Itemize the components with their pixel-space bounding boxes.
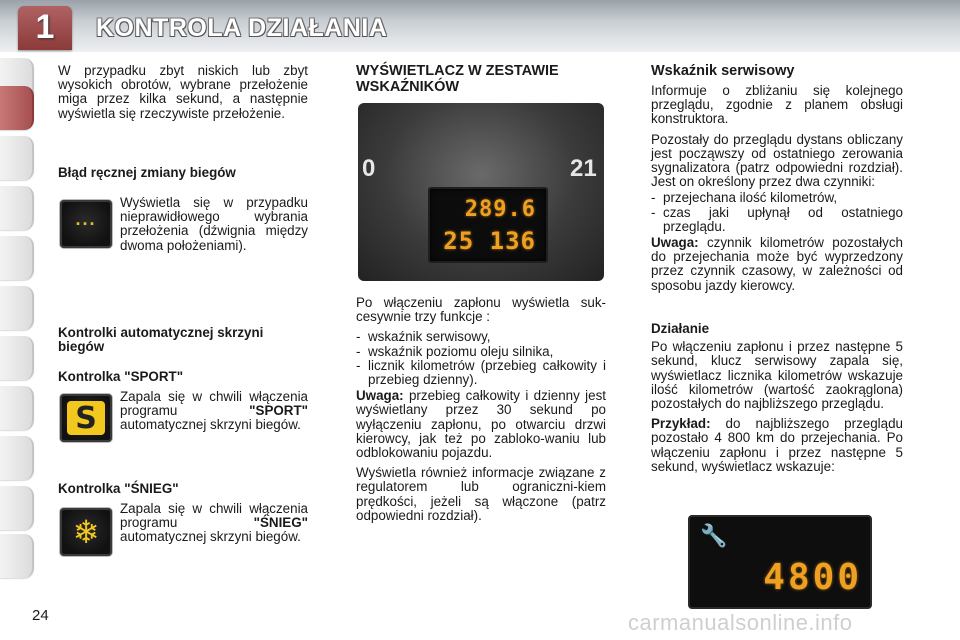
left-intro [58,64,308,127]
instrument-cluster-image [358,103,604,281]
display-intro: Po włączeniu zapłonu wyświetla suk-cesywnie trzy funkcje : [356,295,606,325]
page-title: KONTROLA DZIAŁANIA [96,14,388,42]
chapter-side-tabs [0,58,34,578]
side-tab[interactable] [0,436,34,480]
list-item: - wskaźnik poziomu oleju silnika, [356,343,554,359]
side-tab[interactable] [0,534,34,578]
sport-text: Zapala się w chwili włączenia programu "SPORT" automatycznej skrzyni biegów. [120,389,308,433]
service-km-readout: 4800 [763,557,862,598]
display-description [356,296,606,529]
gear-error-icon: ··· [60,200,112,248]
intro-text: W przypadku zbyt niskich lub zbyt wysokich obrotów, wybrane przełożenie miga przez kilka sekund, a następnie wyświetla się rzeczywiste przełożenie. [58,63,308,121]
service-action: Działanie Po włączeniu zapłonu i przez następne 5 sekund, klucz serwisowy zapala się, wyświetlacz licznika kilometrów wskazuje ilość kilometrów (wartość zaokrąglona) pozostałych do najbliższego przeglądu. Przykład: do najbliższego przeglądu pozostało 4 800 km do przejechania. Po włączeniu zapłonu i przez następne 5 sekund, wyświetlacz wskazuje: [651,321,903,474]
action-heading: Działanie [651,321,710,336]
watermark: carmanualsonline.info [628,610,853,635]
display-section-title: WYŚWIETLACZ W ZESTAWIE WSKAŹNIKÓW [356,63,559,95]
service-display-image [688,515,872,609]
side-tab[interactable] [0,136,34,180]
display-note: Uwaga: przebieg całkowity i dzienny jest wyświetlany przez 30 sekund po wyłączeniu zapłonu, po otwarciu drzwi kierowcy, jak też po zabloko-waniu lub odblokowaniu pojazdu. [356,388,606,461]
sport-light-icon: S [60,394,112,442]
side-tab[interactable] [0,486,34,530]
trip-readout: 289.6 [464,197,536,222]
odometer-screen [428,187,548,263]
side-tab[interactable] [0,186,34,230]
list-item: - przejechana ilość kilometrów, [651,190,838,206]
display-extra: Wyświetla również informacje związane z regulatorem lub ograniczni-kiem prędkości, jeżeli są włączone (patrz odpowiedni rozdział). [356,465,606,523]
side-tab-active[interactable] [0,86,34,130]
chapter-number: 1 [35,8,55,46]
side-tab[interactable] [0,286,34,330]
service-section-title: Wskaźnik serwisowy [651,63,795,79]
manual-error-text: Wyświetla się w przypadku nieprawidłowego wybrania przełożenia (dźwignia między dwoma położeniami). [120,195,308,253]
odometer-readout: 25 136 [443,227,536,255]
wrench-icon: 🔧 [700,523,728,548]
list-item: - czas jaki upłynął od ostatniego przeglądu. [651,204,903,234]
service-description: Informuje o zbliżaniu się kolejnego przeglądu, zgodnie z planem obsługi konstruktora. Pozostały do przeglądu dystans obliczany jest począwszy od ostatniego zerowania sygnalizatora (patrz odpowiedni rozdział). Jest on określony przez dwa czynniki: - przejechana ilość kilometrów, - czas jaki upłynął od ostatniego przeglądu. Uwaga: czynnik kilometrów pozostałych do przejechania może być wyprzedzony przez czynnik czasowy, w zależności od sposobu jazdy kierowcy. [651,83,903,293]
page-number: 24 [32,607,49,624]
dial-left-number: 0 [362,155,376,182]
auto-lights-heading: Kontrolki automatycznej skrzyni biegów [58,325,264,355]
dial-right-number: 21 [570,155,597,182]
side-tab[interactable] [0,386,34,430]
manual-error-heading: Błąd ręcznej zmiany biegów [58,165,236,180]
snowflake-icon: ❄ [60,508,112,556]
snow-text: Zapala się w chwili włączenia programu "ŚNIEG" automatycznej skrzyni biegów. [120,501,308,545]
side-tab[interactable] [0,236,34,280]
list-item: - wskaźnik serwisowy, [356,329,491,345]
sport-heading: Kontrolka "SPORT" [58,369,184,384]
list-item: - licznik kilometrów (przebieg całkowity i przebieg dzienny). [356,357,606,388]
snow-heading: Kontrolka "ŚNIEG" [58,481,179,496]
side-tab[interactable] [0,336,34,380]
